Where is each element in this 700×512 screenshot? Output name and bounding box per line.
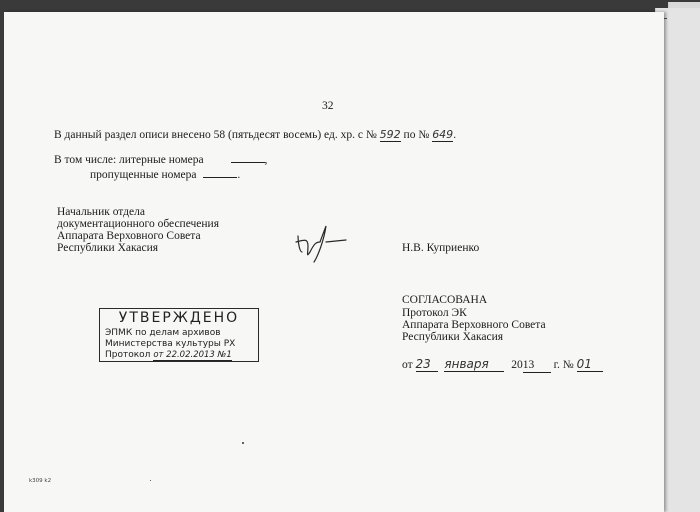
page-number: 32 — [322, 100, 334, 112]
letter-numbers-end: , — [264, 154, 268, 166]
missing-numbers-line — [90, 169, 240, 182]
agreed-year-end: г. № — [553, 359, 574, 371]
official-line-3: Аппарата Верховного Совета — [57, 230, 201, 242]
official-line-4: Республики Хакасия — [57, 242, 159, 254]
stamp-line-2: Министерства культуры РХ — [105, 339, 236, 349]
stamp-protocol-value: от 22.02.2013 №1 — [153, 350, 232, 360]
stamp-title: УТВЕРЖДЕНО — [118, 310, 240, 326]
agreed-line-3: Республики Хакасия — [402, 331, 504, 343]
page-speck — [150, 480, 151, 481]
summary-mid: по № — [403, 129, 430, 141]
page-speck — [242, 442, 244, 444]
agreed-title: СОГЛАСОВАНА — [402, 294, 488, 306]
agreed-from: от — [402, 359, 413, 371]
letter-numbers-label: В том числе: литерные номера — [54, 154, 204, 166]
summary-line — [54, 128, 456, 142]
stamp-protocol-label: Протокол — [105, 350, 151, 360]
agreed-day: 23 — [416, 358, 438, 372]
agreed-line-1: Протокол ЭК — [402, 307, 467, 319]
agreed-month: января — [444, 358, 504, 372]
stamp-line-3 — [105, 350, 232, 361]
stamp-line-1: ЭПМК по делам архивов — [105, 328, 221, 338]
official-line-2: документационного обеспечения — [57, 218, 220, 230]
agreed-line-2: Аппарата Верховного Совета — [402, 319, 546, 331]
summary-to-number: 649 — [432, 128, 454, 141]
missing-numbers-label: пропущенные номера — [90, 169, 197, 181]
missing-numbers-end: . — [237, 169, 241, 181]
handwritten-signature — [292, 212, 352, 266]
agreed-year-prefix: 20 — [511, 359, 523, 371]
footer-code: k309 k2 — [29, 478, 52, 484]
agreed-year-suffix: 13 — [523, 359, 551, 373]
missing-numbers-blank — [203, 177, 237, 178]
letter-numbers-line — [54, 154, 267, 167]
agreed-number: 01 — [577, 358, 603, 372]
document-page — [4, 12, 664, 512]
summary-from-number: 592 — [379, 128, 401, 141]
official-line-1: Начальник отдела — [57, 206, 145, 218]
official-name: Н.В. Куприенко — [402, 242, 480, 254]
summary-end: . — [453, 129, 457, 141]
summary-prefix: В данный раздел описи внесено 58 (пятьдесят восемь) ед. хр. с № — [54, 129, 377, 141]
agreed-date-line — [402, 358, 603, 373]
approval-stamp — [99, 308, 259, 362]
letter-numbers-blank — [231, 162, 265, 163]
